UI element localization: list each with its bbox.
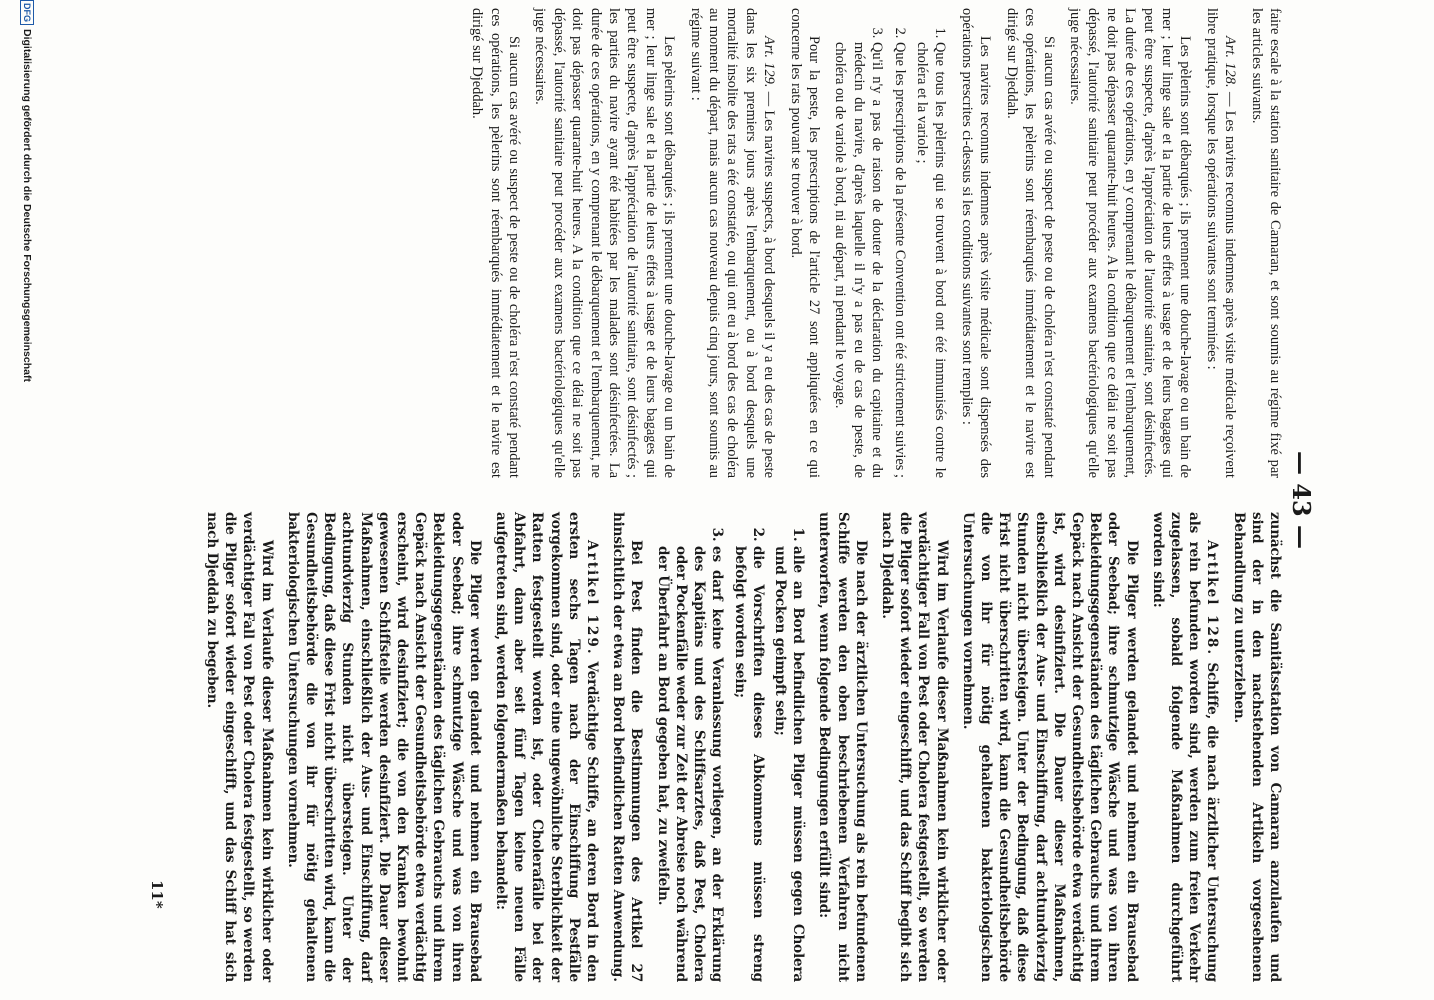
- de-condition: 2. die Vorschriften dieses Abkommens müssen streng befolgt worden sein;: [730, 546, 766, 982]
- footer-credit: Digitalisierung gefördert durch die Deutsche Forschungsgemeinschaft: [21, 29, 33, 382]
- fr-paragraph: Les pèlerins sont débarqués ; ils prennent une douche-lavage ou un bain de mer ; leur linge sale et la partie de leurs effets à usage et de leurs bagages qui peut être suspecte, d'après l'appréciation de l'autorité sanitaire, sont désinfectés ; les parties du navire ayant été habitées par les malades sont désinfectées. La durée de ces opérations, en y comprenant le débarquement et l'embarquement, ne doit pas dépasser quarante-huit heures. A la condition que ce délai ne soit pas dépassé, l'autorité sanitaire peut procéder aux examens bactériologiques qu'elle juge nécessaires.: [532, 8, 678, 478]
- de-article-129: [492, 512, 601, 982]
- de-art128-label: Artikel 128.: [1204, 540, 1221, 657]
- fr-art128-text: — Les navires reconnus indemnes après visite médicale reçoivent libre pratique, lorsque les opérations suivantes sont terminées :: [1203, 8, 1239, 478]
- de-intro: zunächst die Sanitätsstation von Camaran anzulaufen und sind der in den nachstehenden Artikeln vorgesehenen Behandlung zu unterziehen.: [1230, 512, 1283, 982]
- de-paragraph: Die Pilger werden gelandet und nehmen ein Brausebad oder Seebad; ihre schmutzige Wäsche und was von ihren Bekleidungsgegenständen des täglichen Gebrauchs und ihrem Gepäck nach Ansicht der Gesundheitsbehörde etwa verdächtig erscheint, wird desinfiziert; die von den Kranken bewohnt gewesenen Schiffsteile werden desinfiziert. Die Dauer dieser Maßnahmen, einschließlich der Aus- und Einschiffung, darf achtundvierzig Stunden nicht übersteigen. Unter der Bedingung, daß diese Frist nicht überschritten wird, kann die Gesundheitsbehörde die von ihr für nötig gehaltenen bakteriologischen Untersuchungen vornehmen.: [284, 512, 483, 982]
- de-art128-text: Schiffe, die nach ärztlicher Untersuchung als rein befunden worden sind, werden zum freien Verkehr zugelassen, sobald folgende Maßnahmen durchgeführt worden sind:: [1149, 512, 1221, 982]
- fr-conditions-list: [831, 8, 949, 478]
- fr-paragraph: Si aucun cas avéré ou suspect de peste ou de choléra n'est constaté pendant ces opérations, les pèlerins sont réembarqués immédiatement et le navire est dirigé sur Djeddah.: [1003, 8, 1057, 478]
- de-article-128: [1149, 512, 1222, 982]
- digitization-footer: [20, 0, 34, 1000]
- de-paragraph: Wird im Verlaufe dieser Maßnahmen kein wirklicher oder verdächtiger Fall von Pest oder Cholera festgestellt, so werden die Pilger sofort wieder eingeschifft, und das Schiff hat sich nach Djeddah zu begeben.: [204, 512, 275, 982]
- page-number: — 43 —: [1287, 450, 1316, 550]
- fr-art129-label: Art. 129.: [761, 36, 778, 88]
- fr-art129-text: — Les navires suspects, à bord desquels il y a eu des cas de peste dans les six premiers jours après l'embarquement, ou à bord desquels une mortalité insolite des rats a été constatée, ou qui ont eu à bord des cas de choléra au moment du départ, mais aucun cas nouveau depuis cinq jours, sont soumis au régime suivant :: [687, 8, 778, 478]
- signature-mark: 11*: [148, 880, 166, 909]
- de-art129-text: Verdächtige Schiffe, an deren Bord in den ersten sechs Tagen nach der Einschiffung Pestfälle vorgekommen sind, oder eine ungewöhnliche Sterblichkeit der Ratten festgestellt worden ist, oder Cholerafälle bei der Abfahrt, dann aber seit fünf Tagen keine neuen Fälle aufgetreten sind, werden folgendermaßen behandelt:: [493, 512, 601, 982]
- german-column: [195, 512, 1284, 982]
- fr-article-129: [686, 8, 778, 478]
- de-paragraph: Die Pilger werden gelandet und nehmen ein Brausebad oder Seebad; ihre schmutzige Wäsche und was von ihren Bekleidungsgegenständen des täglichen Gebrauchs und ihrem Gepäck nach Ansicht der Gesundheitsbehörde etwa verdächtig ist, wird desinfiziert. Die Dauer dieser Maßnahmen, einschließlich der Aus- und Einschiffung, darf achtundvierzig Stunden nicht übersteigen. Unter der Bedingung, daß diese Frist nicht überschritten wird, kann die Gesundheitsbehörde die von ihr für nötig gehaltenen bakteriologischen Untersuchungen vornehmen.: [959, 512, 1140, 982]
- fr-paragraph: Si aucun cas avéré ou suspect de peste ou de choléra n'est constaté pendant ces opérations, les pèlerins sont réembarqués immédiatement et le navire est dirigé sur Djeddah.: [469, 8, 522, 478]
- fr-art128-label: Art. 128.: [1222, 36, 1239, 88]
- de-paragraph: Die nach der ärztlichen Untersuchung als rein befundenen Schiffe werden den oben beschriebenen Verfahren nicht unterworfen, wenn folgende Bedingungen erfüllt sind:: [816, 512, 869, 982]
- fr-condition: 3. Qu'il n'y a pas de raison de douter de la déclaration du capitaine et du médecin du navire, d'après laquelle il n'y a pas eu de cas de peste, de choléra ou de variole à bord, ni au départ, ni pendant le voyage.: [831, 42, 886, 478]
- de-conditions-list: [654, 512, 808, 982]
- dfg-logo: DFG: [20, 0, 34, 25]
- de-paragraph: Bei Pest finden die Bestimmungen des Artikel 27 hinsichtlich der etwa an Bord befindlichen Ratten Anwendung.: [610, 512, 645, 982]
- de-paragraph: Wird im Verlaufe dieser Maßnahmen kein wirklicher oder verdächtiger Fall von Pest oder Cholera festgestellt, so werden die Pilger sofort wieder eingeschifft, und das Schiff begibt sich nach Djeddah.: [878, 512, 950, 982]
- fr-article-128: [1202, 8, 1239, 478]
- fr-condition: 2. Que les prescriptions de la présente Convention ont été strictement suivies ;: [890, 42, 908, 478]
- fr-paragraph: Pour la peste, les prescriptions de l'article 27 sont appliquées en ce qui concerne les rats pouvant se trouver à bord.: [787, 8, 823, 478]
- fr-intro: faire escale à la station sanitaire de Camaran, et sont soumis au régime fixé par les articles suivants.: [1248, 8, 1283, 478]
- french-column: [460, 8, 1284, 478]
- de-condition: 1. alle an Bord befindlichen Pilger müssen gegen Cholera und Pocken geimpft sein;: [771, 546, 807, 982]
- fr-paragraph: Les pèlerins sont débarqués ; ils prennent une douche-lavage ou un bain de mer ; leur linge sale et la partie de leurs effets à usage et de leurs bagages qui peut être suspecte, d'après l'appréciation de l'autorité sanitaire, sont désinfectés. La durée de ces opérations, en y comprenant le débarquement et l'embarquement, ne doit pas dépasser quarante-huit heures. A la condition que ce délai ne soit pas dépassé, l'autorité sanitaire peut procéder aux examens bactériologiques qu'elle juge nécessaires.: [1066, 8, 1194, 478]
- de-condition: 3. es darf keine Veranlassung vorliegen, an der Erklärung des Kapitäns und des Schiffsarztes, daß Pest, Cholera oder Pockenfälle weder zur Zeit der Abreise noch während der Überfahrt an Bord gegeben hat, zu zweifeln.: [654, 546, 727, 982]
- de-art129-label: Artikel 129.: [584, 540, 601, 656]
- fr-condition: 1. Que tous les pèlerins qui se trouvent à bord ont été immunisés contre le choléra et la variole ;: [913, 42, 950, 478]
- fr-paragraph: Les navires reconnus indemnes après visite médicale sont dispensés des opérations prescrites ci-dessus si les conditions suivantes sont remplies :: [958, 8, 994, 478]
